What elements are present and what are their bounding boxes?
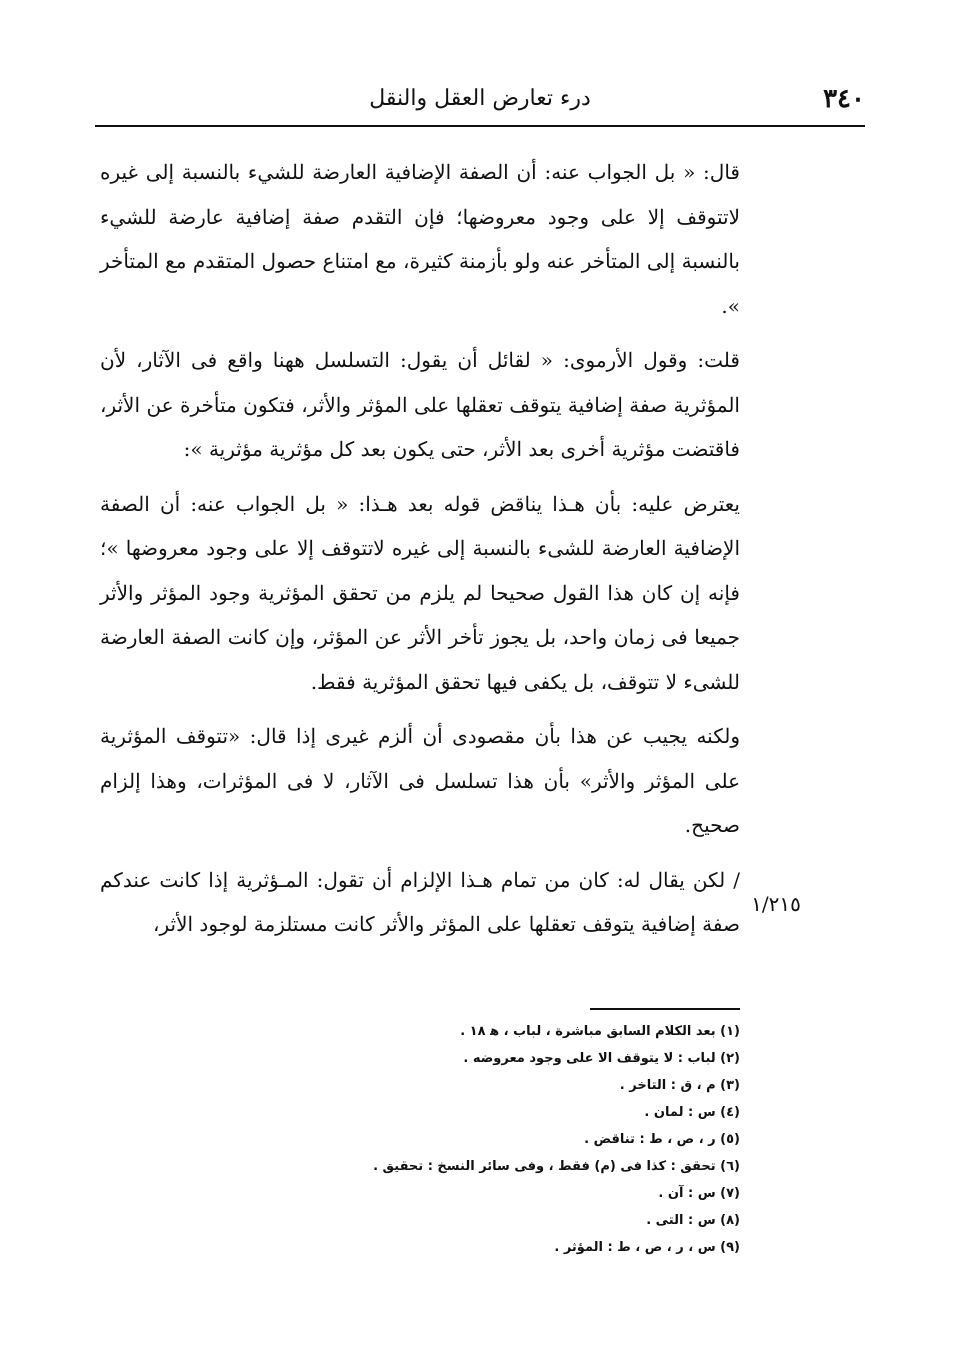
footnote: (٤) س : لمان . — [644, 1105, 740, 1120]
footnote: (٧) س : آن . — [658, 1186, 740, 1201]
header-rule — [95, 125, 865, 127]
footnote: (٢) لباب : لا يتوقف الا على وجود معروضه . — [463, 1051, 740, 1066]
body-text — [100, 150, 740, 957]
footnote: (١) بعد الكلام السابق مباشرة ، لباب ، ﻫ ١٨ . — [460, 1024, 740, 1039]
footnote: (٦) تحقق : كذا فى (م) فقط ، وفى سائر النسخ : تحقيق . — [373, 1159, 740, 1174]
footnote: (٩) س ، ر ، ص ، ط : المؤثر . — [554, 1240, 740, 1255]
paragraph: ولكنه يجيب عن هذا بأن مقصودى أن ألزم غيرى إذا قال: «تتوقف المؤثرية على المؤثر والأثر» بأن هذا تسلسل فى الآثار، لا فى المؤثرات، وهذا إلزام صحيح. — [100, 724, 740, 837]
paragraph: قال: « بل الجواب عنه: أن الصفة الإضافية العارضة للشيء بالنسبة إلى غيره لاتتوقف إلا على وجود معروضها؛ فإن التقدم صفة إضافية عارضة للشيء بالنسبة إلى المتأخر عنه ولو بأزمنة كثيرة، مع امتناع حصول المتقدم مع المتأخر ». — [100, 160, 740, 318]
page-number: ٣٤٠ — [823, 84, 865, 114]
paragraph: قلت: وقول الأرموى: « لقائل أن يقول: التسلسل ههنا واقع فى الآثار، لأن المؤثرية صفة إضافية يتوقف تعقلها على المؤثر والأثر، فتكون متأخرة عن الأثر، فاقتضت مؤثرية أخرى بعد الأثر، حتى يكون بعد كل مؤثرية مؤثرية »: — [100, 348, 740, 461]
footnote-rule — [590, 1008, 740, 1010]
paragraph: / لكن يقال له: كان من تمام هـذا الإلزام أن تقول: المـؤثرية إذا كانت عندكم صفة إضافية يتوقف تعقلها على المؤثر والأثر كانت مستلزمة لوجود الأثر، — [100, 867, 740, 936]
margin-reference-label: ١/٢١٥ — [751, 892, 801, 916]
paragraph: يعترض عليه: بأن هـذا يناقض قوله بعد هـذا: « بل الجواب عنه: أن الصفة الإضافية العارضة للشىء بالنسبة إلى غيره لاتتوقف إلا على وجود معروضها »؛ فإنه إن كان هذا القول صحيحا لم يلزم من تحقق المؤثرية وجود المؤثر والأثر جميعا فى زمان واحد، بل يجوز تأخر الأثر عن المؤثر، وإن كانت الصفة العارضة للشىء لا تتوقف، بل يكفى فيها تحقق المؤثرية فقط. — [100, 491, 740, 694]
footnote: (٨) س : التى . — [646, 1213, 740, 1228]
footnotes — [300, 1018, 740, 1261]
running-title: درء تعارض العقل والنقل — [369, 86, 591, 111]
page-header — [95, 80, 865, 120]
footnote: (٥) ر ، ص ، ط : تناقض . — [584, 1132, 740, 1147]
footnote: (٣) م ، ق : التاخر . — [619, 1078, 740, 1093]
